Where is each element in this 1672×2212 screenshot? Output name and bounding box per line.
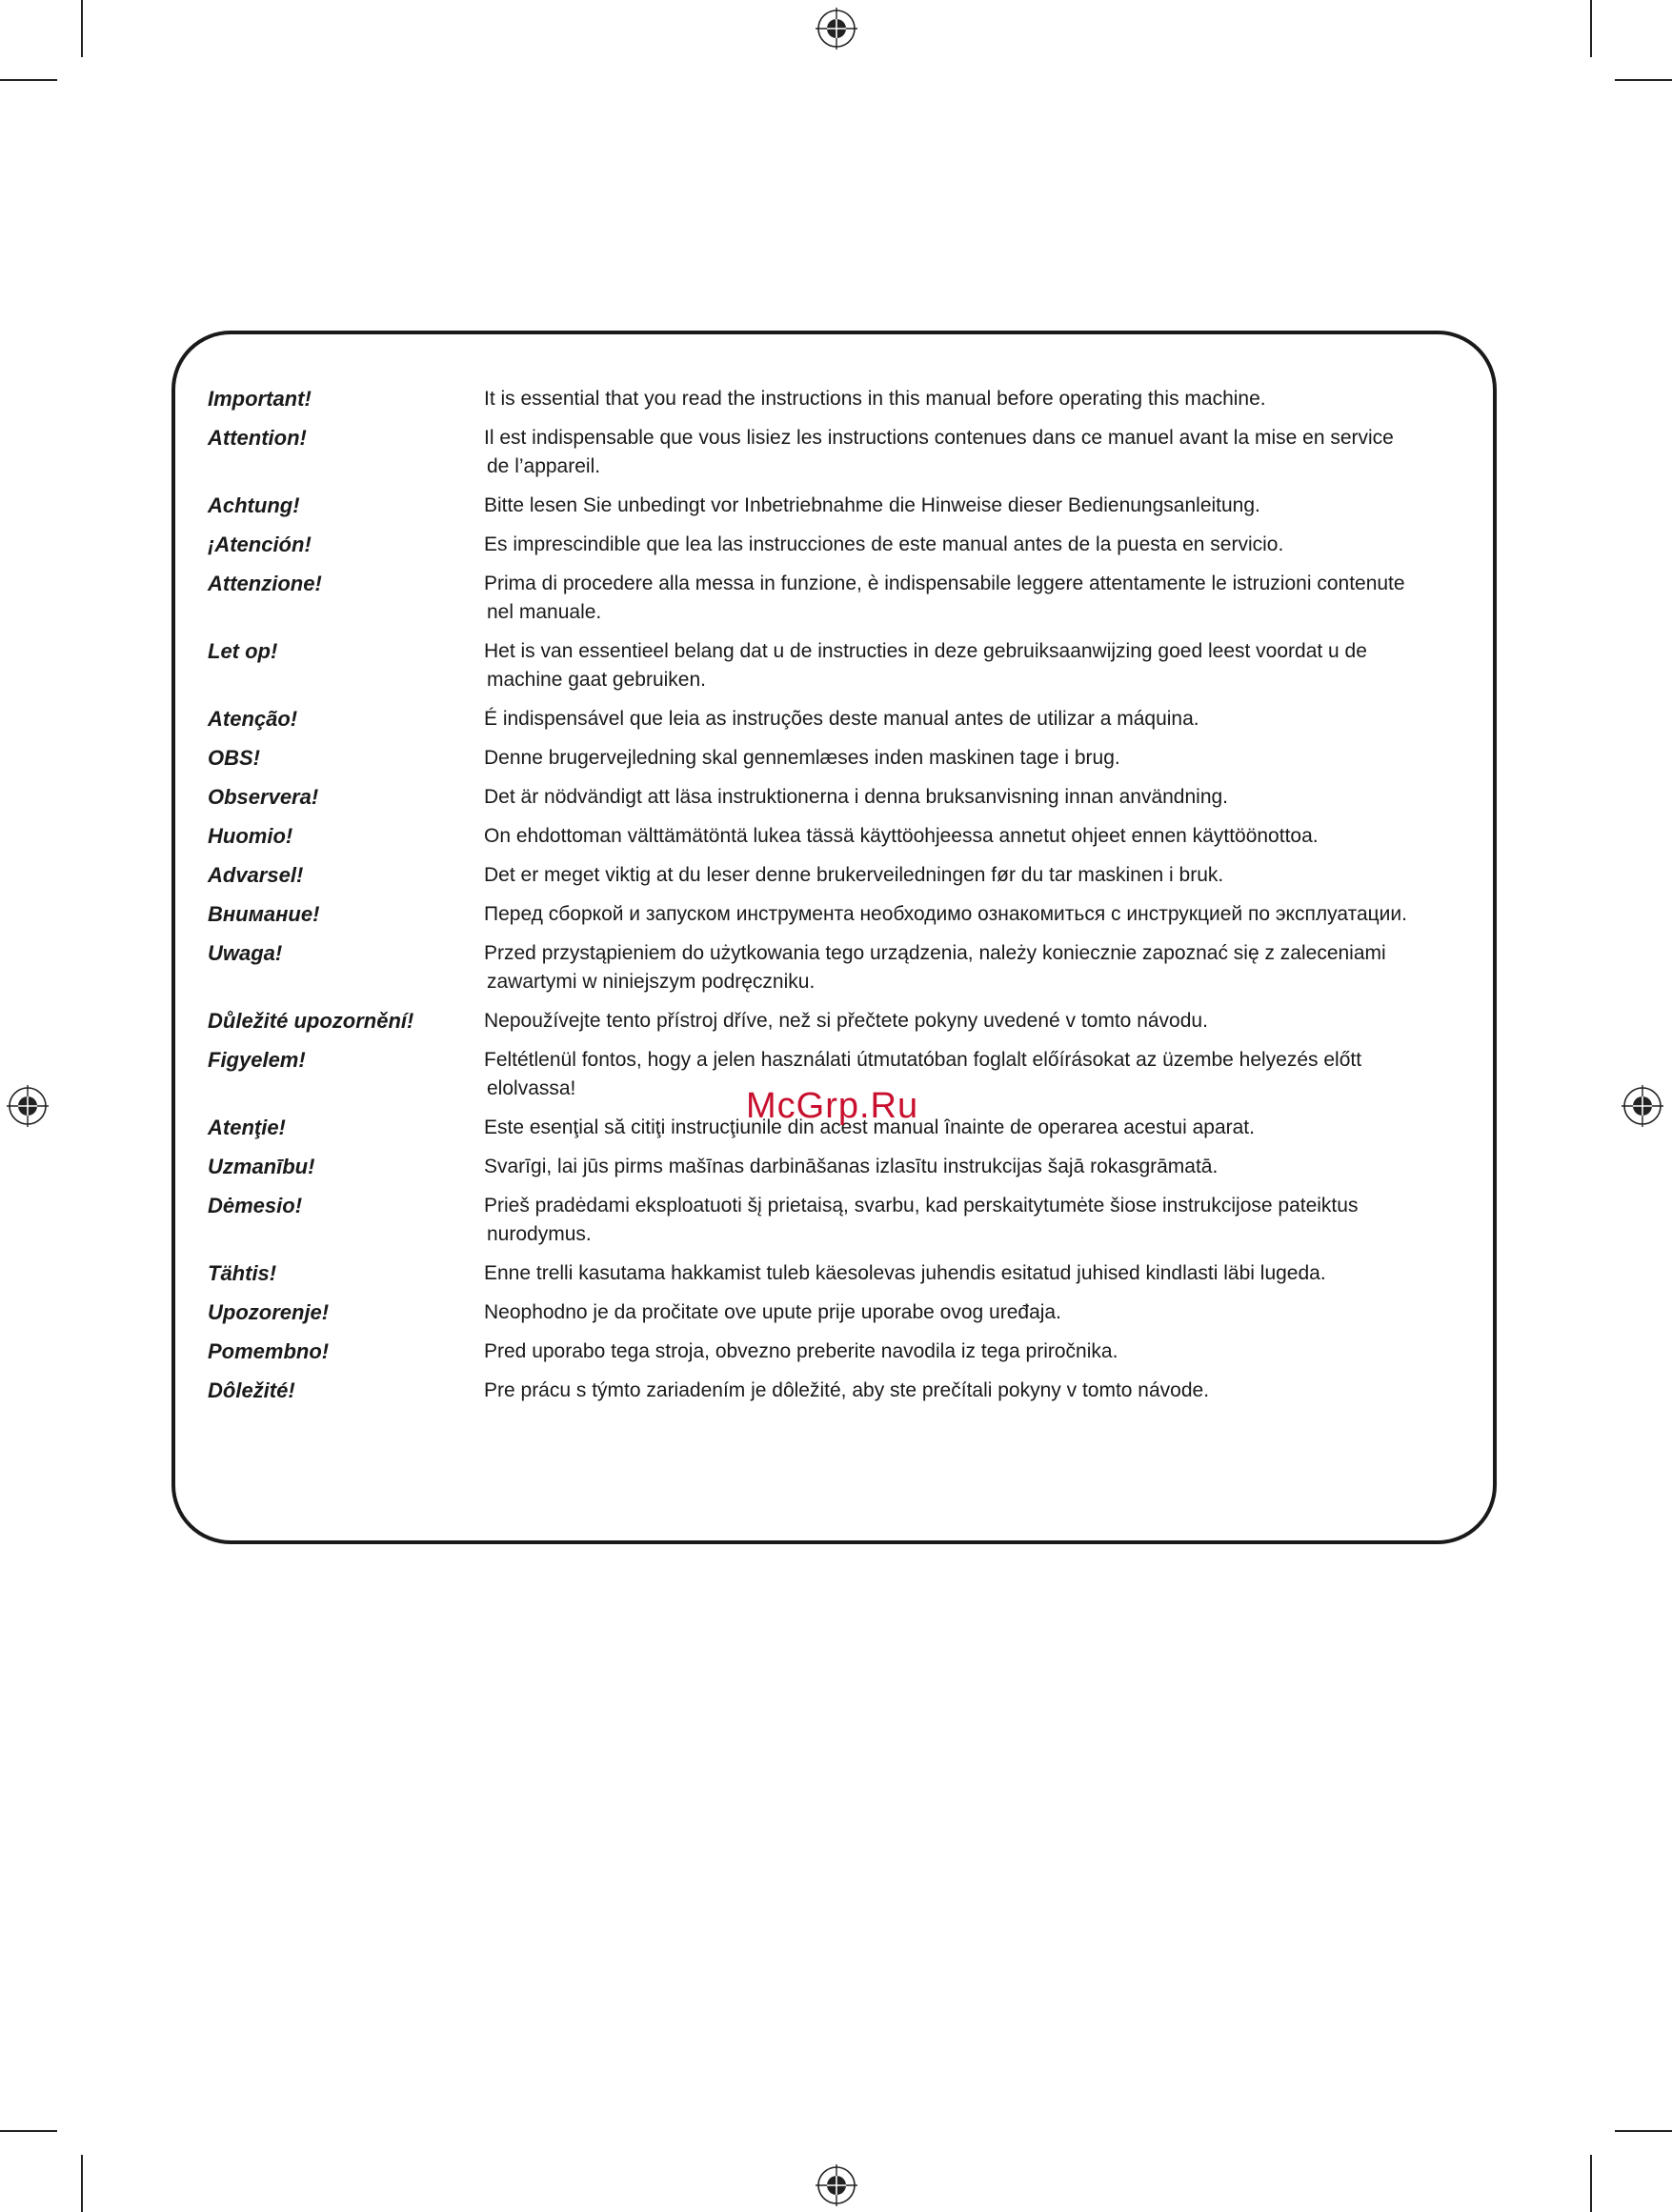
warning-label: Attention! [208, 426, 307, 450]
warning-label: OBS! [208, 746, 260, 770]
warning-row [208, 1337, 1484, 1377]
warning-text [484, 939, 1484, 1007]
warning-text-line-2: elolvassa! [487, 1077, 576, 1099]
warning-row [208, 822, 1484, 861]
warning-label: Dôležité! [208, 1378, 295, 1402]
warning-row [208, 900, 1484, 939]
crop-mark [1590, 0, 1592, 57]
warning-text [484, 1114, 1484, 1153]
warning-label: Important! [208, 387, 312, 411]
warning-label: Attenzione! [208, 572, 322, 595]
warning-text [484, 1337, 1484, 1377]
warning-text-line: Enne trelli kasutama hakkamist tuleb käesolevas juhendis esitatud juhised kindlasti läbi lugeda. [484, 1262, 1326, 1284]
warning-text-line: Feltétlenül fontos, hogy a jelen használati útmutatóban foglalt előírásokat az üzembe helyezés előtt [484, 1049, 1362, 1071]
watermark: McGrp.Ru [746, 1086, 919, 1126]
registration-mark-icon [5, 1083, 50, 1129]
warning-text [484, 861, 1484, 900]
warning-text-line: Neophodno je da pročitate ove upute prije uporabe ovog uređaja. [484, 1301, 1061, 1323]
warning-label: Advarsel! [208, 863, 304, 887]
warning-text-line-2: nurodymus. [487, 1223, 592, 1245]
registration-mark-icon [814, 6, 859, 51]
warning-row [208, 939, 1484, 1007]
warning-row [208, 531, 1484, 570]
warning-label: Atenção! [208, 707, 298, 731]
warning-text-line: Nepoužívejte tento přístroj dříve, než si přečtete pokyny uvedené v tomto návodu. [484, 1010, 1208, 1032]
warning-label: Upozorenje! [208, 1300, 330, 1324]
warning-row [208, 783, 1484, 822]
warning-row [208, 1298, 1484, 1337]
warning-text-line: Det er meget viktig at du leser denne brukerveiledningen før du tar maskinen i bruk. [484, 864, 1224, 886]
warning-label: Uwaga! [208, 941, 283, 965]
warning-text [484, 492, 1484, 531]
warning-text [484, 1007, 1484, 1046]
warning-text-line-2: zawartymi w niniejszym podręczniku. [487, 971, 816, 993]
crop-mark [81, 0, 83, 57]
warning-label: Внимание! [208, 902, 320, 926]
warning-text [484, 822, 1484, 861]
warning-text [484, 1298, 1484, 1337]
warning-text-line: Denne brugervejledning skal gennemlæses inden maskinen tage i brug. [484, 747, 1120, 769]
warning-text [484, 744, 1484, 783]
registration-mark-icon [1620, 1083, 1665, 1129]
crop-mark [0, 79, 57, 81]
warning-text-line: Il est indispensable que vous lisiez les instructions contenues dans ce manuel avant la mise en service [484, 427, 1394, 449]
warning-label: Dėmesio! [208, 1194, 303, 1217]
warning-row [208, 744, 1484, 783]
warning-text [484, 783, 1484, 822]
warning-row [208, 492, 1484, 531]
warning-label: Observera! [208, 785, 319, 809]
warning-row [208, 705, 1484, 744]
warning-row [208, 1153, 1484, 1192]
warning-text [484, 531, 1484, 570]
warning-text [484, 1046, 1484, 1114]
warning-label: Let op! [208, 639, 278, 663]
warning-label: Huomio! [208, 824, 293, 848]
warning-row [208, 1259, 1484, 1298]
warning-text-line: Pre prácu s týmto zariadením je dôležité, aby ste prečítali pokyny v tomto návode. [484, 1379, 1210, 1401]
warning-text [484, 900, 1484, 939]
warning-label: Pomembno! [208, 1339, 330, 1363]
warning-text-line: Het is van essentieel belang dat u de instructies in deze gebruiksaanwijzing goed leest voordat u de [484, 640, 1367, 662]
warning-label: Achtung! [208, 493, 300, 517]
warning-text-line: Det är nödvändigt att läsa instruktionerna i denna bruksanvisning innan användning. [484, 786, 1229, 808]
warning-label: Tähtis! [208, 1261, 277, 1285]
registration-mark-icon [814, 2162, 859, 2208]
crop-mark [81, 2155, 83, 2212]
warning-text [484, 424, 1484, 492]
warning-text-line-2: machine gaat gebruiken. [487, 669, 706, 691]
warning-label: ¡Atención! [208, 533, 312, 556]
crop-mark [1615, 79, 1672, 81]
crop-mark [0, 2130, 57, 2132]
warning-text [484, 637, 1484, 705]
warning-text-line-2: nel manuale. [487, 601, 602, 623]
warning-text-line: Перед сборкой и запуском инструмента необходимо ознакомиться с инструкцией по эксплуатации. [484, 903, 1407, 925]
warning-label: Uzmanību! [208, 1155, 315, 1178]
warning-row [208, 637, 1484, 705]
warning-text-line: Prima di procedere alla messa in funzione, è indispensabile leggere attentamente le istruzioni contenute [484, 573, 1405, 594]
warning-label: Figyelem! [208, 1048, 306, 1072]
warning-text-line-2: de l’appareil. [487, 455, 601, 477]
warning-text [484, 1153, 1484, 1192]
warning-text-line: It is essential that you read the instructions in this manual before operating this machine. [484, 388, 1266, 410]
warning-label: Důležité upozornění! [208, 1009, 414, 1033]
warning-row [208, 1192, 1484, 1259]
warning-row [208, 385, 1484, 424]
warning-text [484, 705, 1484, 744]
warning-text-line: Svarīgi, lai jūs pirms mašīnas darbināšanas izlasītu instrukcijas šajā rokasgrāmatā. [484, 1156, 1219, 1177]
warning-text [484, 1192, 1484, 1259]
warning-text [484, 570, 1484, 637]
warning-text-line: Pred uporabo tega stroja, obvezno preberite navodila iz tega priročnika. [484, 1340, 1118, 1362]
warning-text-line: Este esenţial să citiţi instrucţiunile din acest manual înainte de operarea acestui aparat. [484, 1116, 1255, 1138]
warning-list [208, 385, 1484, 1416]
warning-label: Atenţie! [208, 1116, 286, 1139]
warning-row [208, 1377, 1484, 1416]
warning-text [484, 1259, 1484, 1298]
warning-text-line: On ehdottoman välttämätöntä lukea tässä käyttöohjeessa annetut ohjeet ennen käyttöönottoa. [484, 825, 1319, 847]
warning-row [208, 861, 1484, 900]
warning-text [484, 1377, 1484, 1416]
warning-text [484, 385, 1484, 424]
warning-row [208, 424, 1484, 492]
warning-text-line: Przed przystąpieniem do użytkowania tego urządzenia, należy koniecznie zapoznać się z zaleceniami [484, 942, 1386, 964]
crop-mark [1615, 2130, 1672, 2132]
crop-mark [1590, 2155, 1592, 2212]
warning-row [208, 570, 1484, 637]
warning-text-line: Bitte lesen Sie unbedingt vor Inbetriebnahme die Hinweise dieser Bedienungsanleitung. [484, 494, 1260, 516]
warning-text-line: Prieš pradėdami eksploatuoti šį prietaisą, svarbu, kad perskaitytumėte šiose instrukcijose pateiktus [484, 1195, 1359, 1217]
warning-row [208, 1007, 1484, 1046]
warning-text-line: Es imprescindible que lea las instrucciones de este manual antes de la puesta en servicio. [484, 533, 1284, 555]
warning-text-line: É indispensável que leia as instruções deste manual antes de utilizar a máquina. [484, 708, 1199, 730]
